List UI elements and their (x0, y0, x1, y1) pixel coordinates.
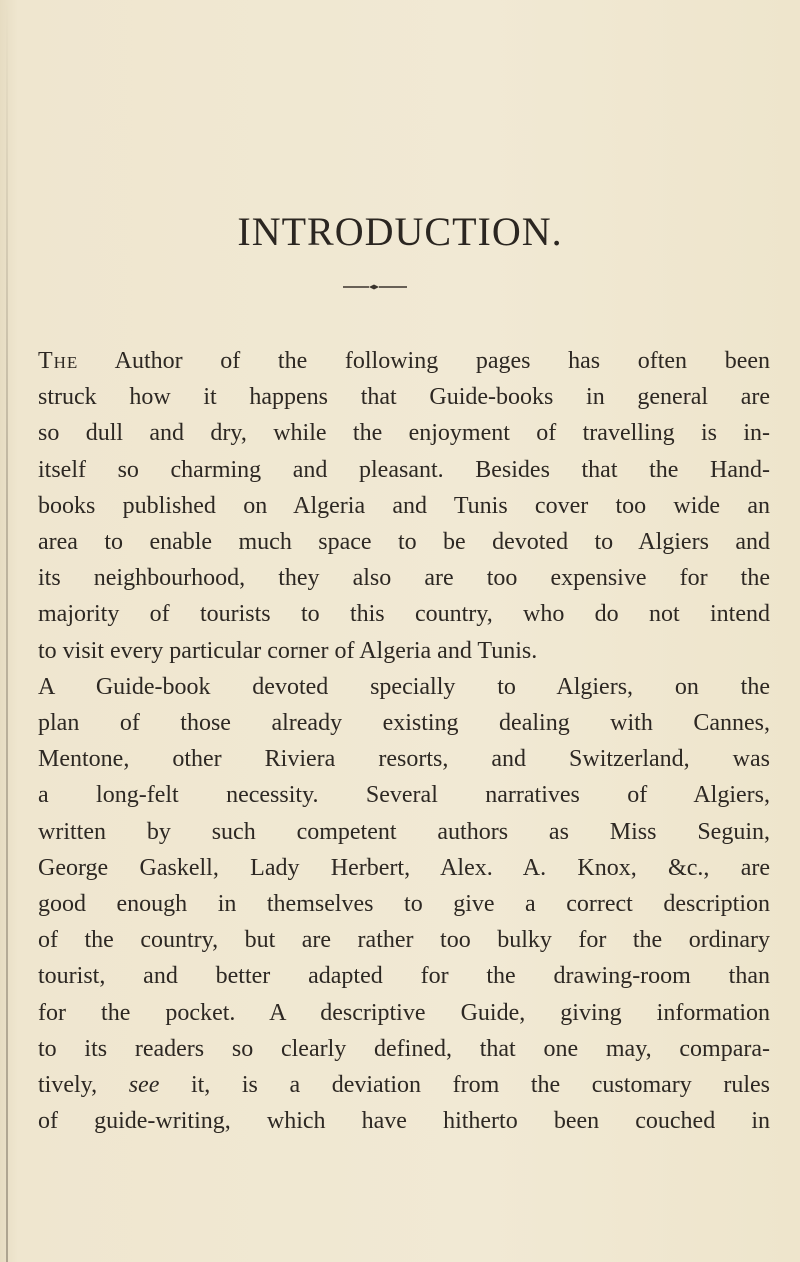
chapter-title: INTRODUCTION. (237, 209, 563, 254)
italic-word: see (128, 1072, 160, 1099)
text-line: area to enable much space to be devoted to Algiers and (38, 529, 770, 556)
text-line: its neighbourhood, they also are too expensive for the (38, 565, 770, 592)
text-line (38, 1067, 770, 1103)
text-line: majority of tourists to this country, who do not intend (38, 601, 770, 628)
text-line: George Gaskell, Lady Herbert, Alex. A. Knox, &c., are (38, 854, 770, 881)
page-gutter-shadow (6, 0, 8, 1262)
text-line: Mentone, other Riviera resorts, and Switzerland, was (38, 746, 770, 773)
text-line: written by such competent authors as Miss Seguin, (38, 818, 770, 845)
text-line: of the country, but are rather too bulky for the ordinary (38, 927, 770, 954)
text-line: A Guide-book devoted specially to Algiers, on the (38, 673, 770, 700)
text-line: good enough in themselves to give a correct description (38, 891, 770, 918)
text-line: itself so charming and pleasant. Besides that the Hand- (38, 456, 770, 483)
ornamental-rule-icon (343, 283, 407, 291)
line-text: Author of the following pages has often been (78, 348, 770, 374)
introduction-paragraph (38, 343, 770, 1139)
text-line: to visit every particular corner of Algeria and Tunis. (38, 637, 538, 664)
opening-word: The (38, 348, 79, 374)
text-line (38, 343, 770, 379)
line-text: it, is a deviation from the customary rules (159, 1072, 770, 1099)
text-line: books published on Algeria and Tunis cover too wide an (38, 492, 770, 519)
text-line: struck how it happens that Guide-books in general are (38, 384, 770, 411)
text-line: to its readers so clearly defined, that one may, compara- (38, 1035, 770, 1062)
text-line: a long-felt necessity. Several narratives of Algiers, (38, 782, 770, 809)
text-line: plan of those already existing dealing with Cannes, (38, 710, 770, 737)
text-line: for the pocket. A descriptive Guide, giving information (38, 999, 770, 1026)
text-line: of guide-writing, which have hitherto been couched in (38, 1108, 770, 1135)
text-line: so dull and dry, while the enjoyment of travelling is in- (38, 420, 770, 447)
text-line: tourist, and better adapted for the drawing-room than (38, 963, 770, 990)
line-text: tively, (38, 1072, 129, 1099)
